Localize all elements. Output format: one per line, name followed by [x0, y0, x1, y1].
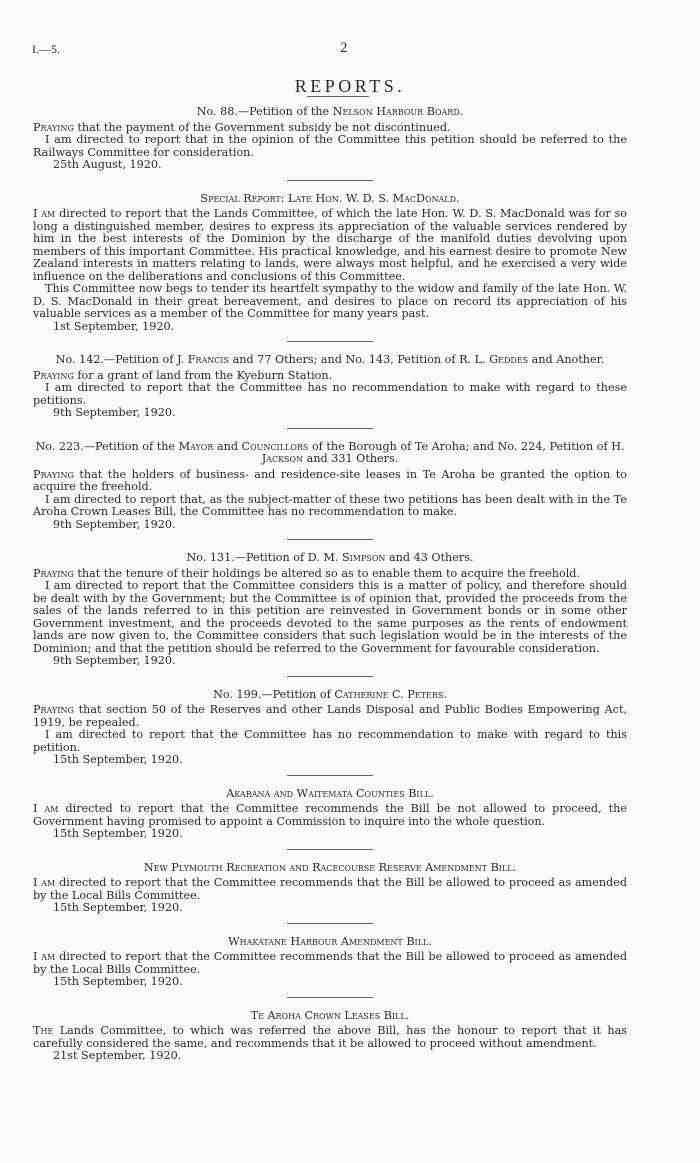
praying-clause: Praying that section 50 of the Reserves and other Lands Disposal and Public Bodies Empowering Act, 1919, be repealed.: [33, 703, 627, 729]
report-lead: I am directed to report that the Committee recommends that the Bill be allowed to proceed as amended by the Local Bills Committee.: [33, 950, 627, 976]
section-heading: No. 88.—Petition of the Nelson Harbour Board.: [196, 105, 464, 118]
report-lead: I am directed to report that the Lands Committee, of which the late Hon. W. D. S. MacDonald was for so long a distinguished member, desires to express its appreciation of the valuable services rendered by him in the best interests of the Dominion by the discharge of the manifold duties devolving upon members of this important Committee. His practical knowledge, and his earnest desire to promote New Zealand interests in matters relating to lands, were always most helpful, and he exercised a very wide influence on the deliberations and conclusions of this Committee.: [33, 207, 627, 283]
praying-clause: Praying that the holders of business- and residence-site leases in Te Aroha be granted the option to acquire the freehold.: [33, 467, 627, 493]
section-heading: Whakatane Harbour Amendment Bill.: [228, 934, 432, 948]
section-divider: [287, 923, 373, 924]
section-divider: [287, 775, 373, 776]
report-paragraph: I am directed to report that the Committee considers this is a matter of policy, and therefore should be dealt with by the Government; but the Committee is of opinion that, provided the proceeds from the sales of the lands referred to in this petition are reinvested in Government bonds or in some other Government investment, and the proceeds devoted to the same purposes as the rents of endowment lands are now given to, the Committee considers that such legislation would be in the interests of the Dominion; and that the petition should be referred to the Government for favourable consideration.: [33, 579, 627, 655]
report-section: [33, 1010, 627, 1063]
report-section: [33, 354, 627, 420]
report-paragraph: I am directed to report that the Committee has no recommendation to make with regard to these petitions.: [33, 381, 627, 407]
report-date: 1st September, 1920.: [53, 319, 175, 333]
section-divider: [287, 849, 373, 850]
page-number: 2: [340, 40, 348, 56]
section-heading: Special Report: Late Hon. W. D. S. MacDonald.: [200, 191, 460, 205]
section-heading: No. 131.—Petition of D. M. Simpson and 43 Others.: [186, 551, 474, 564]
section-divider: [287, 180, 373, 181]
praying-clause: Praying that the payment of the Government subsidy be not discontinued.: [33, 120, 451, 134]
report-paragraph: I am directed to report that, as the subject-matter of these two petitions has been dealt with in the Te Aroha Crown Leases Bill, the Committee has no recommendation to make.: [33, 492, 627, 518]
praying-clause: Praying for a grant of land from the Kyeburn Station.: [33, 368, 333, 382]
report-paragraph: This Committee now begs to tender its heartfelt sympathy to the widow and family of the late Hon. W. D. S. MacDonald in their great bereavement, and desires to place on record its appreciation of his valuable services as a member of the Committee for many years past.: [33, 282, 627, 320]
report-paragraph: I am directed to report that the Committee has no recommendation to make with regard to this petition.: [33, 728, 627, 754]
report-date: 15th September, 1920.: [53, 975, 183, 988]
report-section: [33, 106, 627, 172]
section-heading: Te Aroha Crown Leases Bill.: [250, 1008, 410, 1022]
report-section: [33, 862, 627, 915]
section-heading: New Plymouth Recreation and Racecourse Reserve Amendment Bill.: [143, 860, 517, 874]
report-paragraph: I am directed to report that in the opinion of the Committee this petition should be referred to the Railways Committee for consideration.: [33, 133, 627, 159]
section-divider: [287, 676, 373, 677]
praying-clause: Praying that the tenure of their holdings be altered so as to enable them to acquire the freehold.: [33, 566, 581, 580]
report-section: [33, 193, 627, 334]
report-lead: The Lands Committee, to which was referred the above Bill, has the honour to report that it has carefully considered the same, and recommends that it be allowed to proceed without amendment.: [33, 1024, 627, 1050]
title-rule: [307, 96, 369, 97]
report-section: [33, 689, 627, 767]
section-heading: No. 223.—Petition of the Mayor and Councillors of the Borough of Te Aroha; and No. 224, Petition of H. Jackson and 331 Others.: [35, 439, 625, 465]
section-divider: [287, 539, 373, 540]
report-date: 15th September, 1920.: [53, 827, 183, 840]
report-date: 25th August, 1920.: [53, 158, 162, 171]
page-title: REPORTS.: [294, 76, 406, 96]
report-lead: I am directed to report that the Committee recommends that the Bill be allowed to proceed as amended by the Local Bills Committee.: [33, 876, 627, 902]
report-section: [33, 552, 627, 668]
report-section: [33, 788, 627, 841]
report-section: [33, 441, 627, 532]
report-date: 15th September, 1920.: [53, 753, 183, 766]
section-divider: [287, 428, 373, 429]
report-date: 9th September, 1920.: [53, 406, 176, 419]
report-section: [33, 936, 627, 989]
report-date: 9th September, 1920.: [53, 654, 176, 667]
reports-body: [33, 106, 627, 1063]
section-heading: No. 199.—Petition of Catherine C. Peters.: [213, 687, 447, 701]
section-heading: Akarana and Waitemata Counties Bill.: [226, 786, 434, 800]
section-divider: [287, 997, 373, 998]
report-date: 21st September, 1920.: [53, 1049, 182, 1062]
section-heading: No. 142.—Petition of J. Francis and 77 Others; and No. 143, Petition of R. L. Geddes and Another.: [55, 353, 605, 366]
page-identifier: I.—5.: [32, 42, 60, 56]
report-lead: I am directed to report that the Committee recommends the Bill be not allowed to proceed, the Government having promised to appoint a Commission to inquire into the whole question.: [33, 802, 627, 828]
report-date: 15th September, 1920.: [53, 901, 183, 914]
section-divider: [287, 341, 373, 342]
report-date: 9th September, 1920.: [53, 517, 176, 531]
